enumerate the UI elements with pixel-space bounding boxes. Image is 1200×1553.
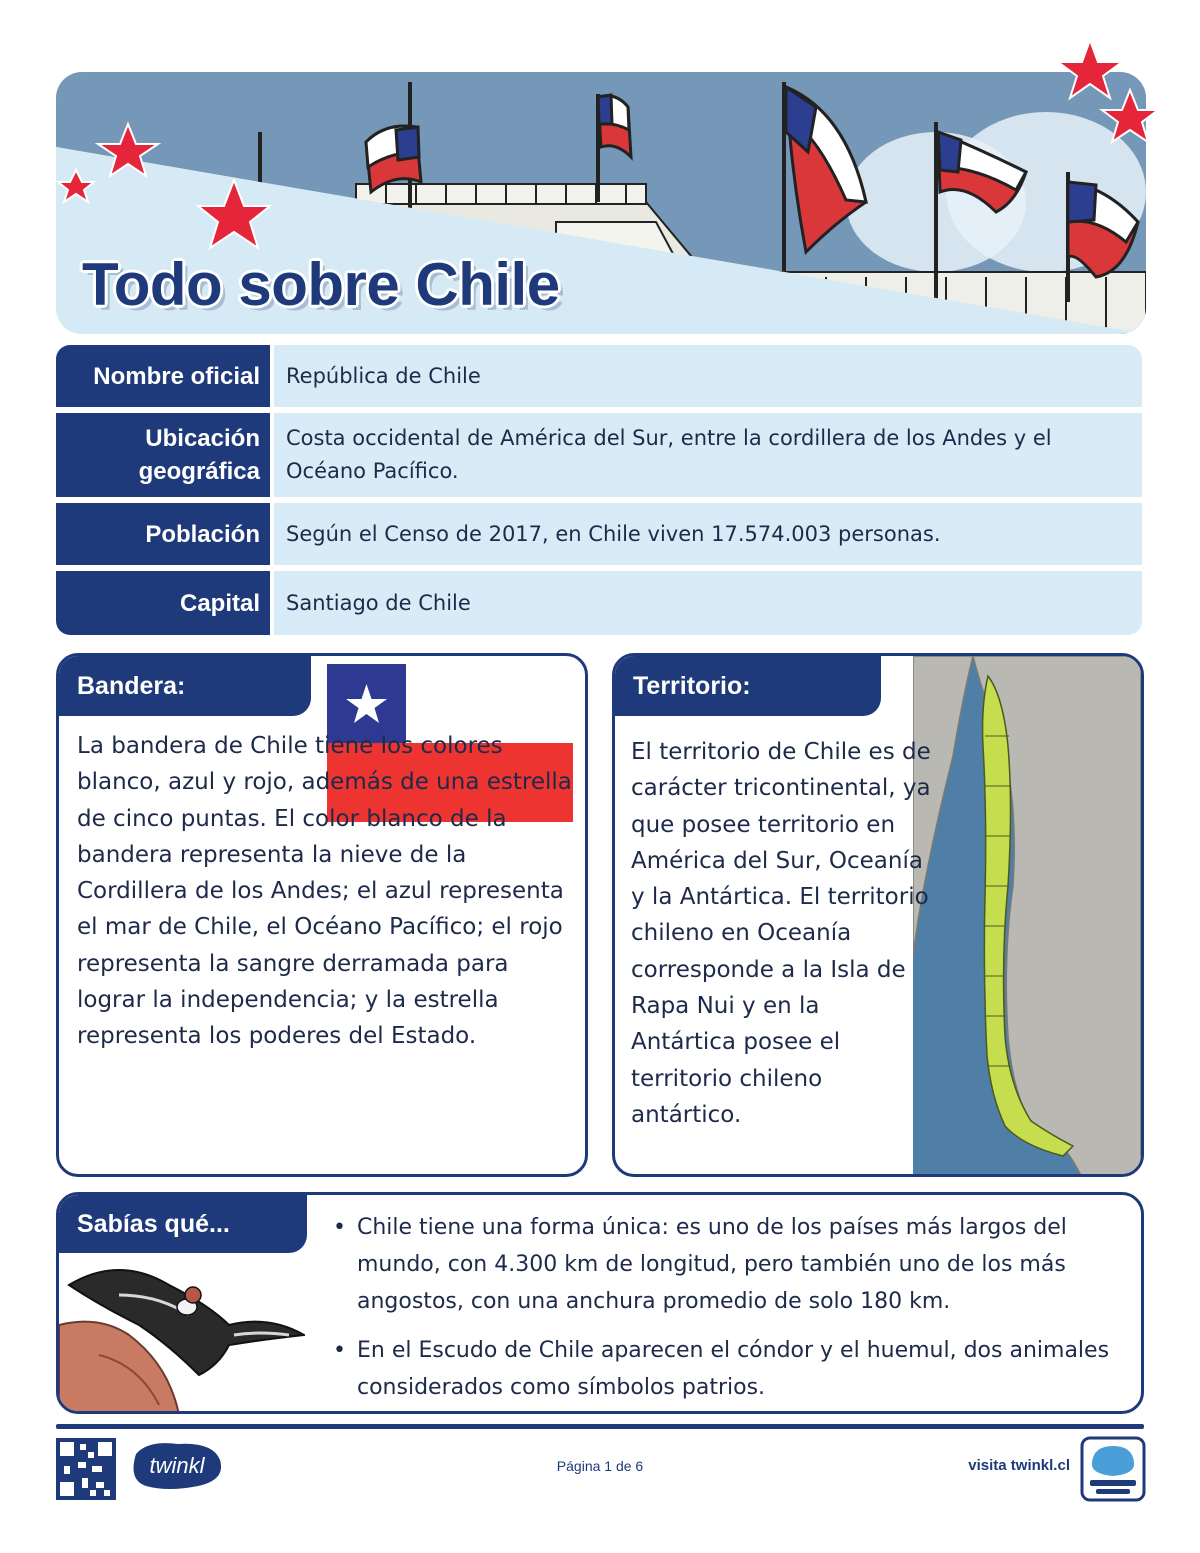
- page-number: Página 1 de 6: [556, 1458, 644, 1474]
- twinkl-logo: [128, 1440, 226, 1492]
- info-label: Ubicación geográfica: [56, 413, 270, 497]
- info-row-population: [56, 503, 1142, 565]
- twinkl-link[interactable]: visita twinkl.cl: [968, 1457, 1070, 1474]
- info-label: Nombre oficial: [56, 345, 270, 407]
- page-title: Todo sobre Chile: [82, 251, 560, 318]
- chile-map-image: [913, 656, 1141, 1177]
- info-value: Costa occidental de América del Sur, entre la cordillera de los Andes y el Océano Pacífico.: [274, 413, 1142, 497]
- facts-heading: Sabías qué...: [59, 1195, 307, 1253]
- quality-badge-icon: [1080, 1436, 1146, 1502]
- info-value: Santiago de Chile: [274, 571, 1142, 635]
- header-banner: [56, 72, 1146, 334]
- territory-heading: Territorio:: [615, 656, 881, 716]
- flag-panel: [56, 653, 588, 1177]
- list-item: • Chile tiene una forma única: es uno de los países más largos del mundo, con 4.300 km de longitud, pero también uno de los más angostos, con una anchura promedio de solo 180 km.: [329, 1209, 1119, 1320]
- footer-divider: [56, 1424, 1144, 1429]
- bullet-icon: •: [333, 1215, 346, 1240]
- info-value: República de Chile: [274, 345, 1142, 407]
- qr-code-icon: [56, 1438, 116, 1500]
- info-table: [56, 345, 1142, 641]
- info-value: Según el Censo de 2017, en Chile viven 17.574.003 personas.: [274, 503, 1142, 565]
- info-row-capital: [56, 571, 1142, 635]
- info-row-location: [56, 413, 1142, 497]
- facts-panel: [56, 1192, 1144, 1414]
- star-icon-cluster: [1050, 36, 1160, 156]
- territory-panel: [612, 653, 1144, 1177]
- info-label: Capital: [56, 571, 270, 635]
- facts-list: [329, 1209, 1119, 1414]
- flag-heading: Bandera:: [59, 656, 311, 716]
- info-row-official-name: [56, 345, 1142, 407]
- condor-illustration: [59, 1255, 305, 1414]
- list-item: • En el Escudo de Chile aparecen el cóndor y el huemul, dos animales considerados como símbolos patrios.: [329, 1332, 1119, 1406]
- territory-description: El territorio de Chile es de carácter tricontinental, ya que posee territorio en América del Sur, Oceanía y la Antártica. El territorio chileno en Oceanía corresponde a la Isla de Rapa Nui y en la Antártica posee el territorio chileno antártico.: [631, 739, 931, 1128]
- flag-description: La bandera de Chile tiene los colores blanco, azul y rojo, además de una estrella de cinco puntas. El color blanco de la bandera representa la nieve de la Cordillera de los Andes; el azul representa el mar de Chile, el Océano Pacífico; el rojo representa la sangre derramada para lograr la independencia; y la estrella representa los poderes del Estado.: [77, 733, 572, 1050]
- info-label: Población: [56, 503, 270, 565]
- twinkl-logo-text: twinkl: [149, 1453, 205, 1478]
- bullet-icon: •: [333, 1338, 346, 1363]
